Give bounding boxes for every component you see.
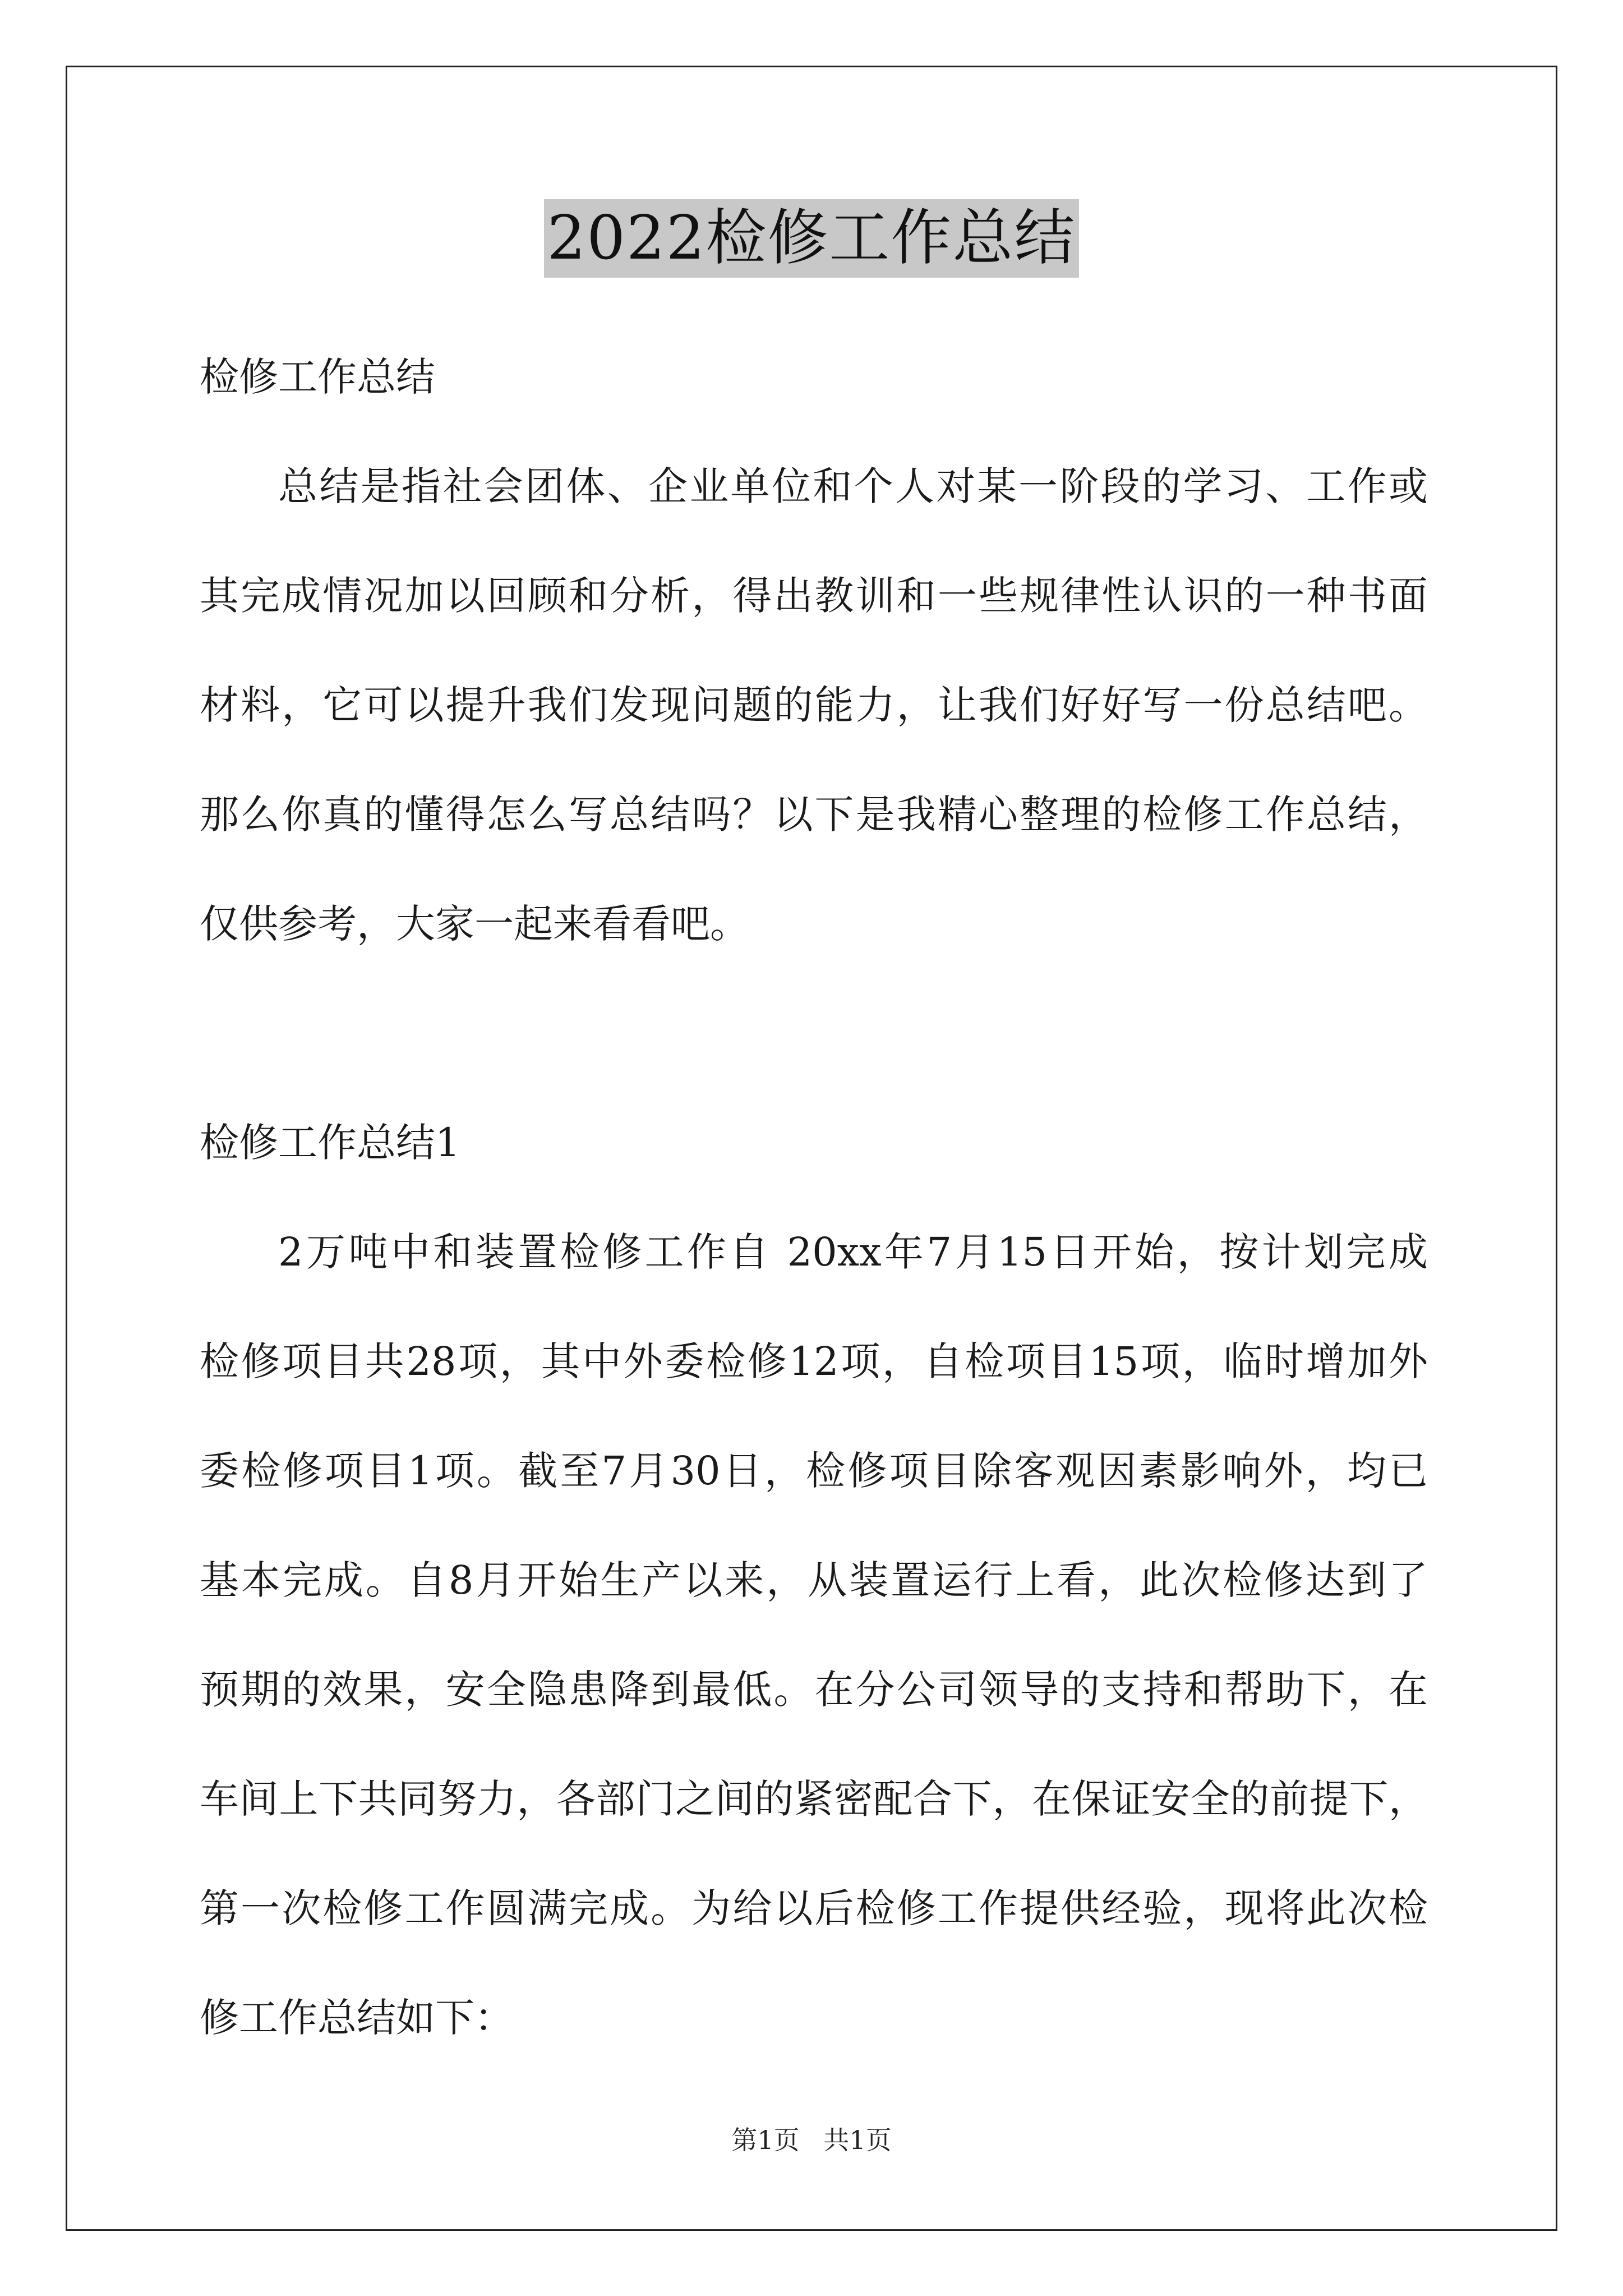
page-number: 第1页 <box>731 2125 800 2155</box>
section1-paragraph-line: 基本完成。自8月开始生产以来，从装置运行上看，此次检修达到了 <box>200 1557 1428 1603</box>
section1-paragraph-line: 委检修项目1项。截至7月30日，检修项目除客观因素影响外，均已 <box>200 1448 1428 1494</box>
document-title: 2022检修工作总结 <box>544 199 1080 278</box>
section1-paragraph-line: 第一次检修工作圆满完成。为给以后检修工作提供经验，现将此次检 <box>200 1885 1428 1931</box>
section1-heading: 检修工作总结1 <box>200 1120 460 1166</box>
intro-paragraph-line: 材料，它可以提升我们发现问题的能力，让我们好好写一份总结吧。 <box>200 682 1428 728</box>
section1-paragraph-line: 预期的效果，安全隐患降到最低。在分公司领导的支持和帮助下，在 <box>200 1667 1428 1713</box>
section1-paragraph-line: 检修项目共28项，其中外委检修12项，自检项目15项，临时增加外 <box>200 1338 1428 1384</box>
page-total: 共1页 <box>823 2125 892 2155</box>
intro-paragraph-line: 总结是指社会团体、企业单位和个人对某一阶段的学习、工作或 <box>278 463 1428 509</box>
title-container <box>0 199 1623 278</box>
section1-paragraph-line: 修工作总结如下： <box>200 1995 514 2041</box>
intro-heading: 检修工作总结 <box>200 354 435 400</box>
page-footer <box>0 2123 1623 2157</box>
section1-paragraph-line: 2万吨中和装置检修工作自 20xx年7月15日开始，按计划完成 <box>278 1229 1428 1275</box>
intro-paragraph-line: 其完成情况加以回顾和分析，得出教训和一些规律性认识的一种书面 <box>200 573 1428 619</box>
intro-paragraph-line: 那么你真的懂得怎么写总结吗？以下是我精心整理的检修工作总结， <box>200 792 1428 838</box>
section1-paragraph-line: 车间上下共同努力，各部门之间的紧密配合下，在保证安全的前提下， <box>200 1776 1428 1822</box>
intro-paragraph-line: 仅供参考，大家一起来看看吧。 <box>200 901 749 947</box>
